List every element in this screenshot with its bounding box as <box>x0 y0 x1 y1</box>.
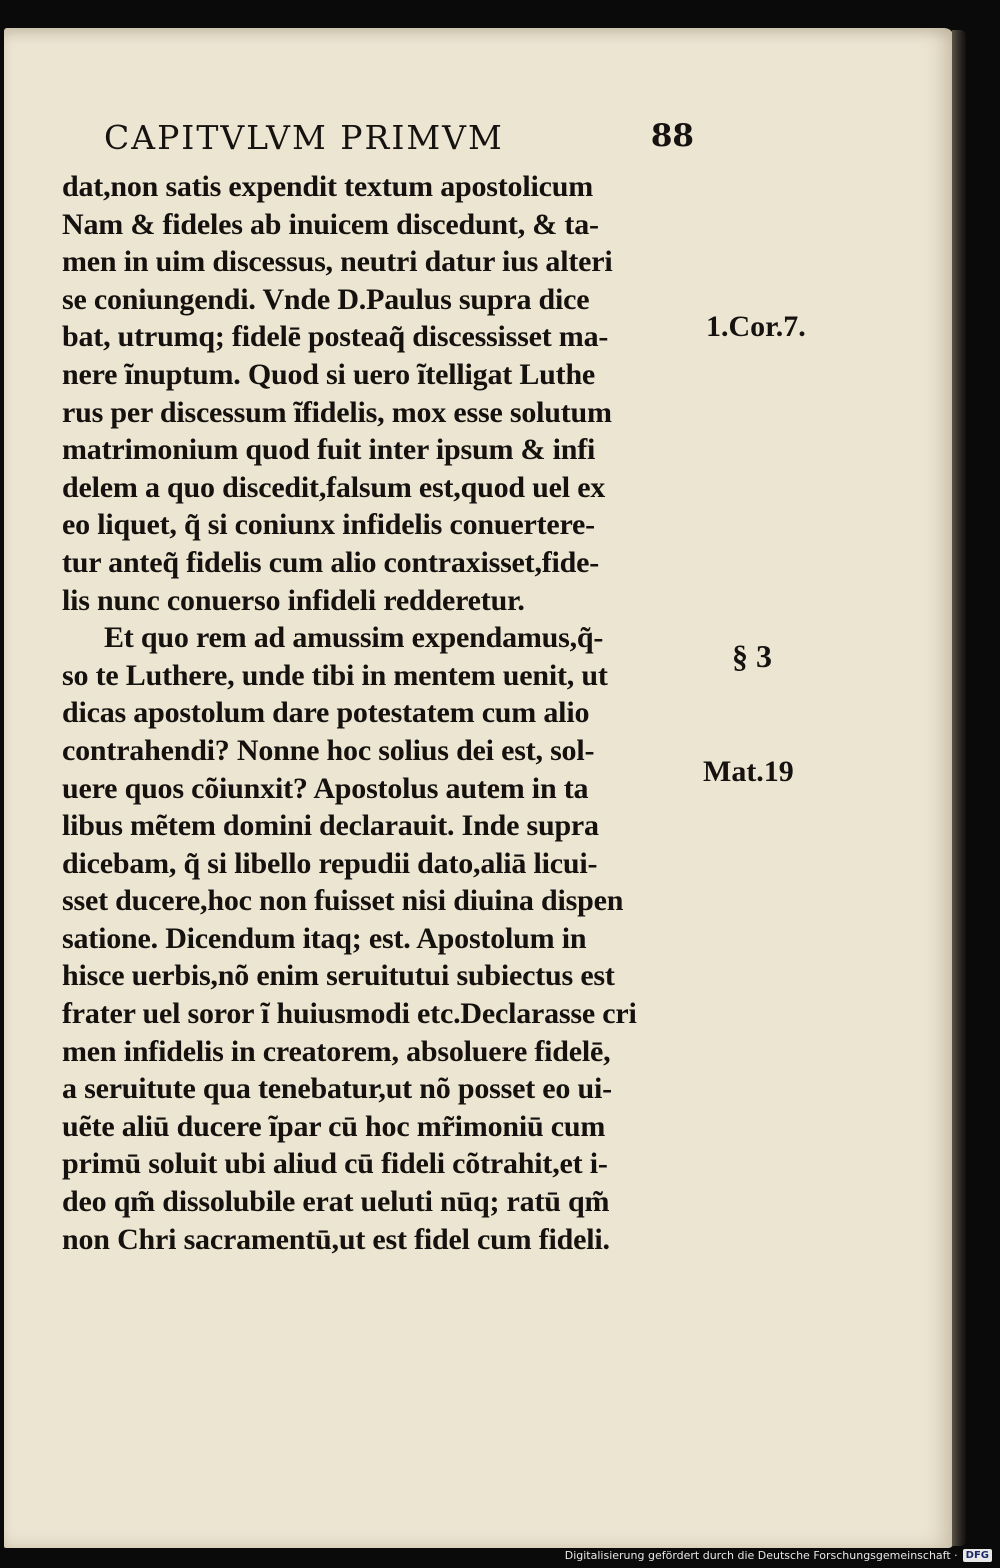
text-line: men infidelis in creatorem, absoluere fidelē, <box>62 1034 611 1068</box>
marginal-note-section: § 3 <box>732 638 772 674</box>
text-line: lis nunc conuerso infideli redderetur. <box>62 583 525 617</box>
text-line: uẽte aliū ducere ĩpar cū hoc mr̃imoniū cum <box>62 1109 606 1143</box>
page-edge <box>952 30 966 1546</box>
footer-credit <box>565 1549 992 1562</box>
marginal-note-mat: Mat.19 <box>703 755 794 788</box>
folio-number: 88 <box>650 118 694 154</box>
text-line: satione. Dicendum itaq; est. Apostolum in <box>62 921 587 955</box>
text-line: eo liquet, q̃ si coniunx infidelis conuertere- <box>62 508 595 542</box>
text-line: tur anteq̃ fidelis cum alio contraxisset,fide- <box>62 545 600 579</box>
text-line: non Chri sacramentū,ut est fidel cum fideli. <box>62 1222 610 1256</box>
text-line: frater uel soror ĩ huiusmodi etc.Declarasse cri <box>62 997 637 1031</box>
text-line: Et quo rem ad amussim expendamus,q̃- <box>104 621 604 655</box>
text-line: primū soluit ubi aliud cū fideli cõtrahit,et i- <box>62 1147 608 1181</box>
text-line: matrimonium quod fuit inter ipsum & infi <box>62 433 596 467</box>
text-line: so te Luthere, unde tibi in mentem uenit, ut <box>62 658 608 692</box>
page-header <box>104 112 694 168</box>
text-line: deo qm̃ dissolubile erat ueluti nūq; ratū qm̃ <box>62 1185 610 1219</box>
text-line: delem a quo discedit,falsum est,quod uel ex <box>62 470 606 504</box>
text-line: men in uim discessus, neutri datur ius alteri <box>62 245 613 279</box>
text-line: contrahendi? Nonne hoc solius dei est, sol- <box>62 733 595 767</box>
dfg-logo: DFG <box>963 1549 992 1562</box>
running-title: CAPITVLVM PRIMVM <box>104 118 504 157</box>
text-line: se coniungendi. Vnde D.Paulus supra dice <box>62 282 590 316</box>
body-text <box>62 168 702 1258</box>
text-line: hisce uerbis,nõ enim seruitutui subiectus est <box>62 959 615 993</box>
text-line: dat,non satis expendit textum apostolicum <box>62 170 594 203</box>
text-line: sset ducere,hoc non fuisset nisi diuina dispen <box>62 884 624 918</box>
text-line: dicas apostolum dare potestatem cum alio <box>62 696 590 730</box>
text-line: dicebam, q̃ si libello repudii dato,aliā licui- <box>62 846 598 880</box>
text-line: libus mẽtem domini declarauit. Inde supra <box>62 809 599 843</box>
text-line: a seruitute qua tenebatur,ut nõ posset eo ui- <box>62 1072 612 1106</box>
footer-text: Digitalisierung gefördert durch die Deutsche Forschungsgemeinschaft · <box>564 1549 958 1562</box>
text-line: nere ĩnuptum. Quod si uero ĩtelligat Luthe <box>62 357 596 391</box>
text-line: bat, utrumq; fidelē posteaq̃ discessisset ma- <box>62 320 609 354</box>
marginal-note-cor: 1.Cor.7. <box>706 310 806 343</box>
text-line: rus per discessum ĩfidelis, mox esse solutum <box>62 395 612 429</box>
text-line: Nam & fideles ab inuicem discedunt, & ta- <box>62 207 599 241</box>
text-line: uere quos cõiunxit? Apostolus autem in ta <box>62 771 589 805</box>
